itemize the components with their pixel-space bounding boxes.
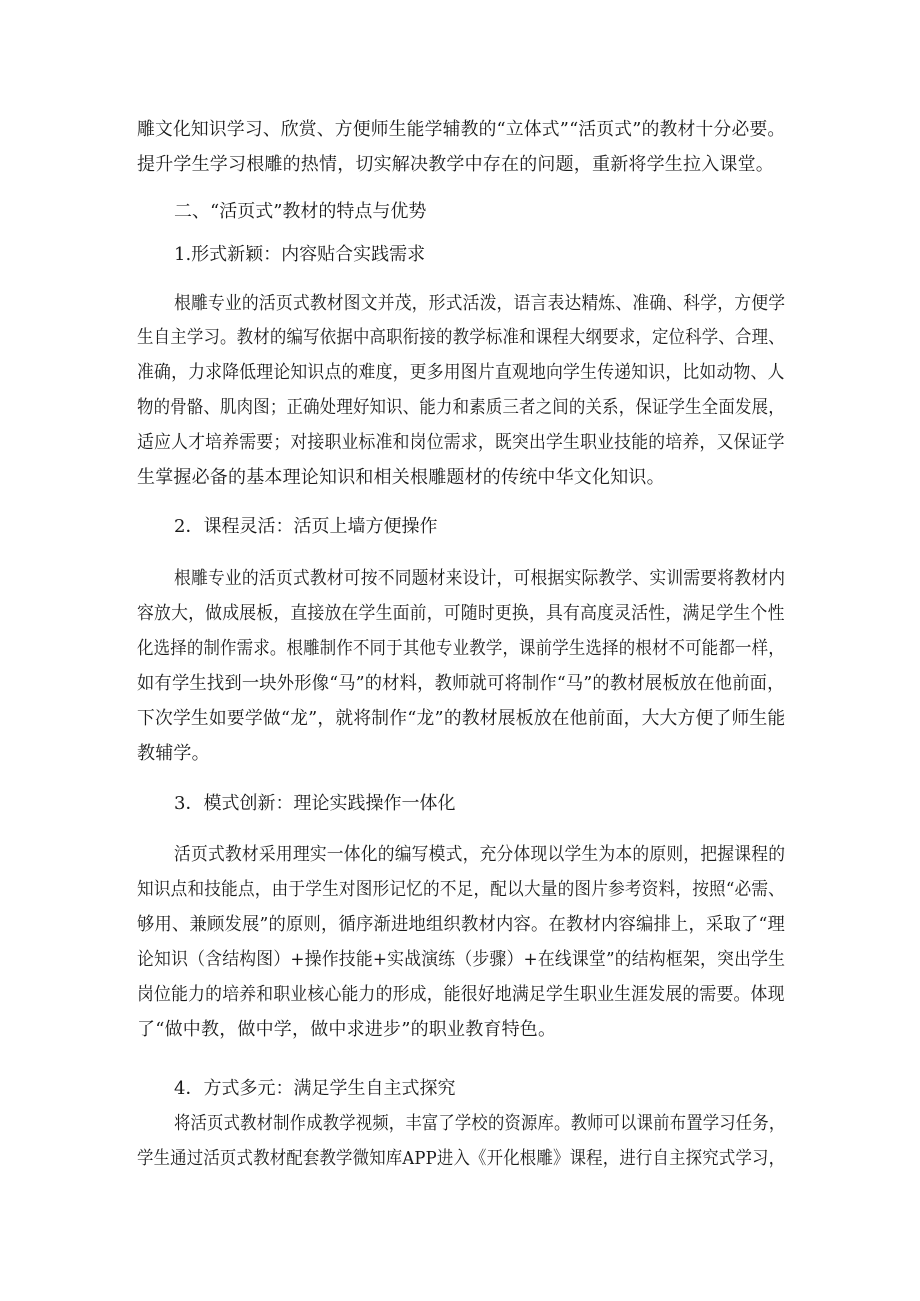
paragraph-line: 化选择的制作需求。根雕制作不同于其他专业教学，课前学生选择的根材不可能都一样，	[137, 638, 785, 659]
subsection-heading-1: 1.形式新颖：内容贴合实践需求	[174, 244, 426, 265]
subsection-heading-3: 3．模式创新：理论实践操作一体化	[174, 793, 456, 814]
paragraph-line: 了“做中教，做中学，做中求进步”的职业教育特色。	[137, 1019, 557, 1040]
paragraph-line: 根雕专业的活页式教材可按不同题材来设计，可根据实际教学、实训需要将教材内	[174, 568, 786, 589]
subsection-heading-4: 4．方式多元：满足学生自主式探究	[174, 1078, 456, 1099]
paragraph-line: 准确，力求降低理论知识点的难度，更多用图片直观地向学生传递知识，比如动物、人	[137, 362, 785, 383]
paragraph-line: 适应人才培养需要；对接职业标准和岗位需求，既突出学生职业技能的培养，又保证学	[137, 432, 785, 453]
paragraph-line: 学生通过活页式教材配套教学微知库APP进入《开化根雕》课程，进行自主探究式学习，	[137, 1148, 786, 1169]
section-heading: 二、“活页式”教材的特点与优势	[174, 201, 427, 222]
paragraph-line: 根雕专业的活页式教材图文并茂，形式活泼，语言表达精炼、准确、科学，方便学	[174, 293, 786, 314]
paragraph-line: 生掌握必备的基本理论知识和相关根雕题材的传统中华文化知识。	[137, 467, 665, 488]
paragraph-line: 将活页式教材制作成教学视频，丰富了学校的资源库。教师可以课前布置学习任务，	[174, 1113, 786, 1134]
paragraph-line: 如有学生找到一块外形像“马”的材料，教师就可将制作“马”的教材展板放在他前面，	[137, 673, 785, 694]
paragraph-line: 教辅学。	[137, 743, 210, 764]
paragraph-line: 岗位能力的培养和职业核心能力的形成，能很好地满足学生职业生涯发展的需要。体现	[137, 984, 785, 1005]
paragraph-line: 下次学生如要学做“龙”，就将制作“龙”的教材展板放在他前面，大大方便了师生能	[137, 708, 786, 729]
subsection-heading-2: 2．课程灵活：活页上墙方便操作	[174, 516, 438, 537]
paragraph-line: 容放大，做成展板，直接放在学生面前，可随时更换，具有高度灵活性，满足学生个性	[137, 603, 785, 624]
paragraph-line: 生自主学习。教材的编写依据中高职衔接的教学标准和课程大纲要求，定位科学、合理、	[137, 327, 785, 348]
paragraph-line: 活页式教材采用理实一体化的编写模式，充分体现以学生为本的原则，把握课程的	[174, 844, 786, 865]
paragraph-line: 论知识（含结构图）+操作技能+实战演练（步骤）+在线课堂”的结构框架，突出学生	[137, 949, 786, 970]
intro-line-2: 提升学生学习根雕的热情，切实解决教学中存在的问题，重新将学生拉入课堂。	[137, 154, 774, 175]
paragraph-line: 够用、兼顾发展”的原则，循序渐进地组织教材内容。在教材内容编排上，采取了“理	[137, 914, 785, 935]
paragraph-line: 知识点和技能点，由于学生对图形记忆的不足，配以大量的图片参考资料，按照“必需、	[137, 879, 786, 900]
paragraph-line: 物的骨骼、肌肉图；正确处理好知识、能力和素质三者之间的关系，保证学生全面发展，	[137, 397, 785, 418]
intro-line-1: 雕文化知识学习、欣赏、方便师生能学辅教的“立体式”“活页式”的教材十分必要。	[137, 119, 786, 140]
